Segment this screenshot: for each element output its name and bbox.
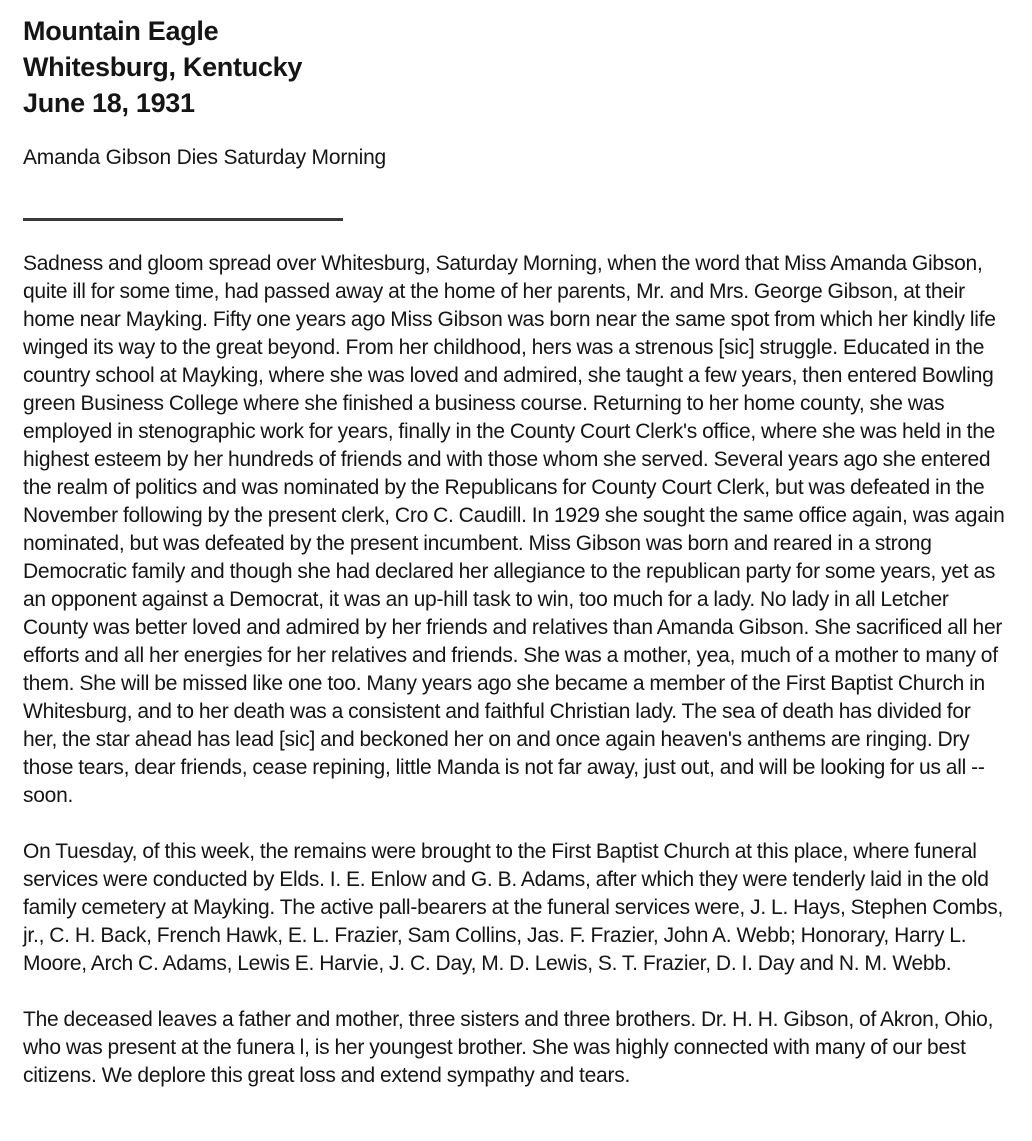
publication-location: Whitesburg, Kentucky [23,52,303,82]
publication-date: June 18, 1931 [23,88,195,118]
divider-line [23,218,343,221]
article-headline: Amanda Gibson Dies Saturday Morning [23,146,387,169]
article-paragraph-2: On Tuesday, of this week, the remains were brought to the First Baptist Church at this place, where funeral services were conducted by Elds. I. E. Enlow and G. B. Adams, after which they were tenderly laid in the old family cemetery at Mayking. The active pall-bearers at the funeral services were, J. L. Hays, Stephen Combs, jr., C. H. Back, French Hawk, E. L. Frazier, Sam Collins, Jas. F. Frazier, John A. Webb; Honorary, Harry L. Moore, Arch C. Adams, Lewis E. Harvie, J. C. Day, M. D. Lewis, S. T. Frazier, D. I. Day and N. M. Webb. [23,840,1004,975]
article-paragraph-1: Sadness and gloom spread over Whitesburg, Saturday Morning, when the word that Miss Amanda Gibson, quite ill for some time, had passed away at the home of her parents, Mr. and Mrs. George Gibson, at their home near Mayking. Fifty one years ago Miss Gibson was born near the same spot from which her kindly life winged its way to the great beyond. From her childhood, hers was a strenous [sic] struggle. Educated in the country school at Mayking, where she was loved and admired, she taught a few years, then entered Bowling green Business College where she finished a business course. Returning to her home county, she was employed in stenographic work for years, finally in the County Court Clerk's office, where she was held in the highest esteem by her hundreds of friends and with those whom she served. Several years ago she entered the realm of politics and was nominated by the Republicans for County Court Clerk, but was defeated in the November following by the present clerk, Cro C. Caudill. In 1929 she sought the same office again, was again nominated, but was defeated by the present incumbent. Miss Gibson was born and reared in a strong Democratic family and though she had declared her allegiance to the republican party for some years, yet as an opponent against a Democrat, it was an up-hill task to win, too much for a lady. No lady in all Letcher County was better loved and admired by her friends and relatives than Amanda Gibson. She sacrificed all her efforts and all her energies for her relatives and friends. She was a mother, yea, much of a mother to many of them. She will be missed like one too. Many years ago she became a member of the First Baptist Church in Whitesburg, and to her death was a consistent and faithful Christian lady. The sea of death has divided for her, the star ahead has lead [sic] and beckoned her on and once again heaven's anthems are ringing. Dry those tears, dear friends, cease repining, little Manda is not far away, just out, and will be looking for us all -- soon. [23,252,1005,807]
article-paragraph-3: The deceased leaves a father and mother, three sisters and three brothers. Dr. H. H. Gibson, of Akron, Ohio, who was present at the funera l, is her youngest brother. She was highly connected with many of our best citizens. We deplore this great loss and extend sympathy and tears. [23,1008,994,1087]
masthead [23,13,1009,121]
publication-name: Mountain Eagle [23,16,219,46]
